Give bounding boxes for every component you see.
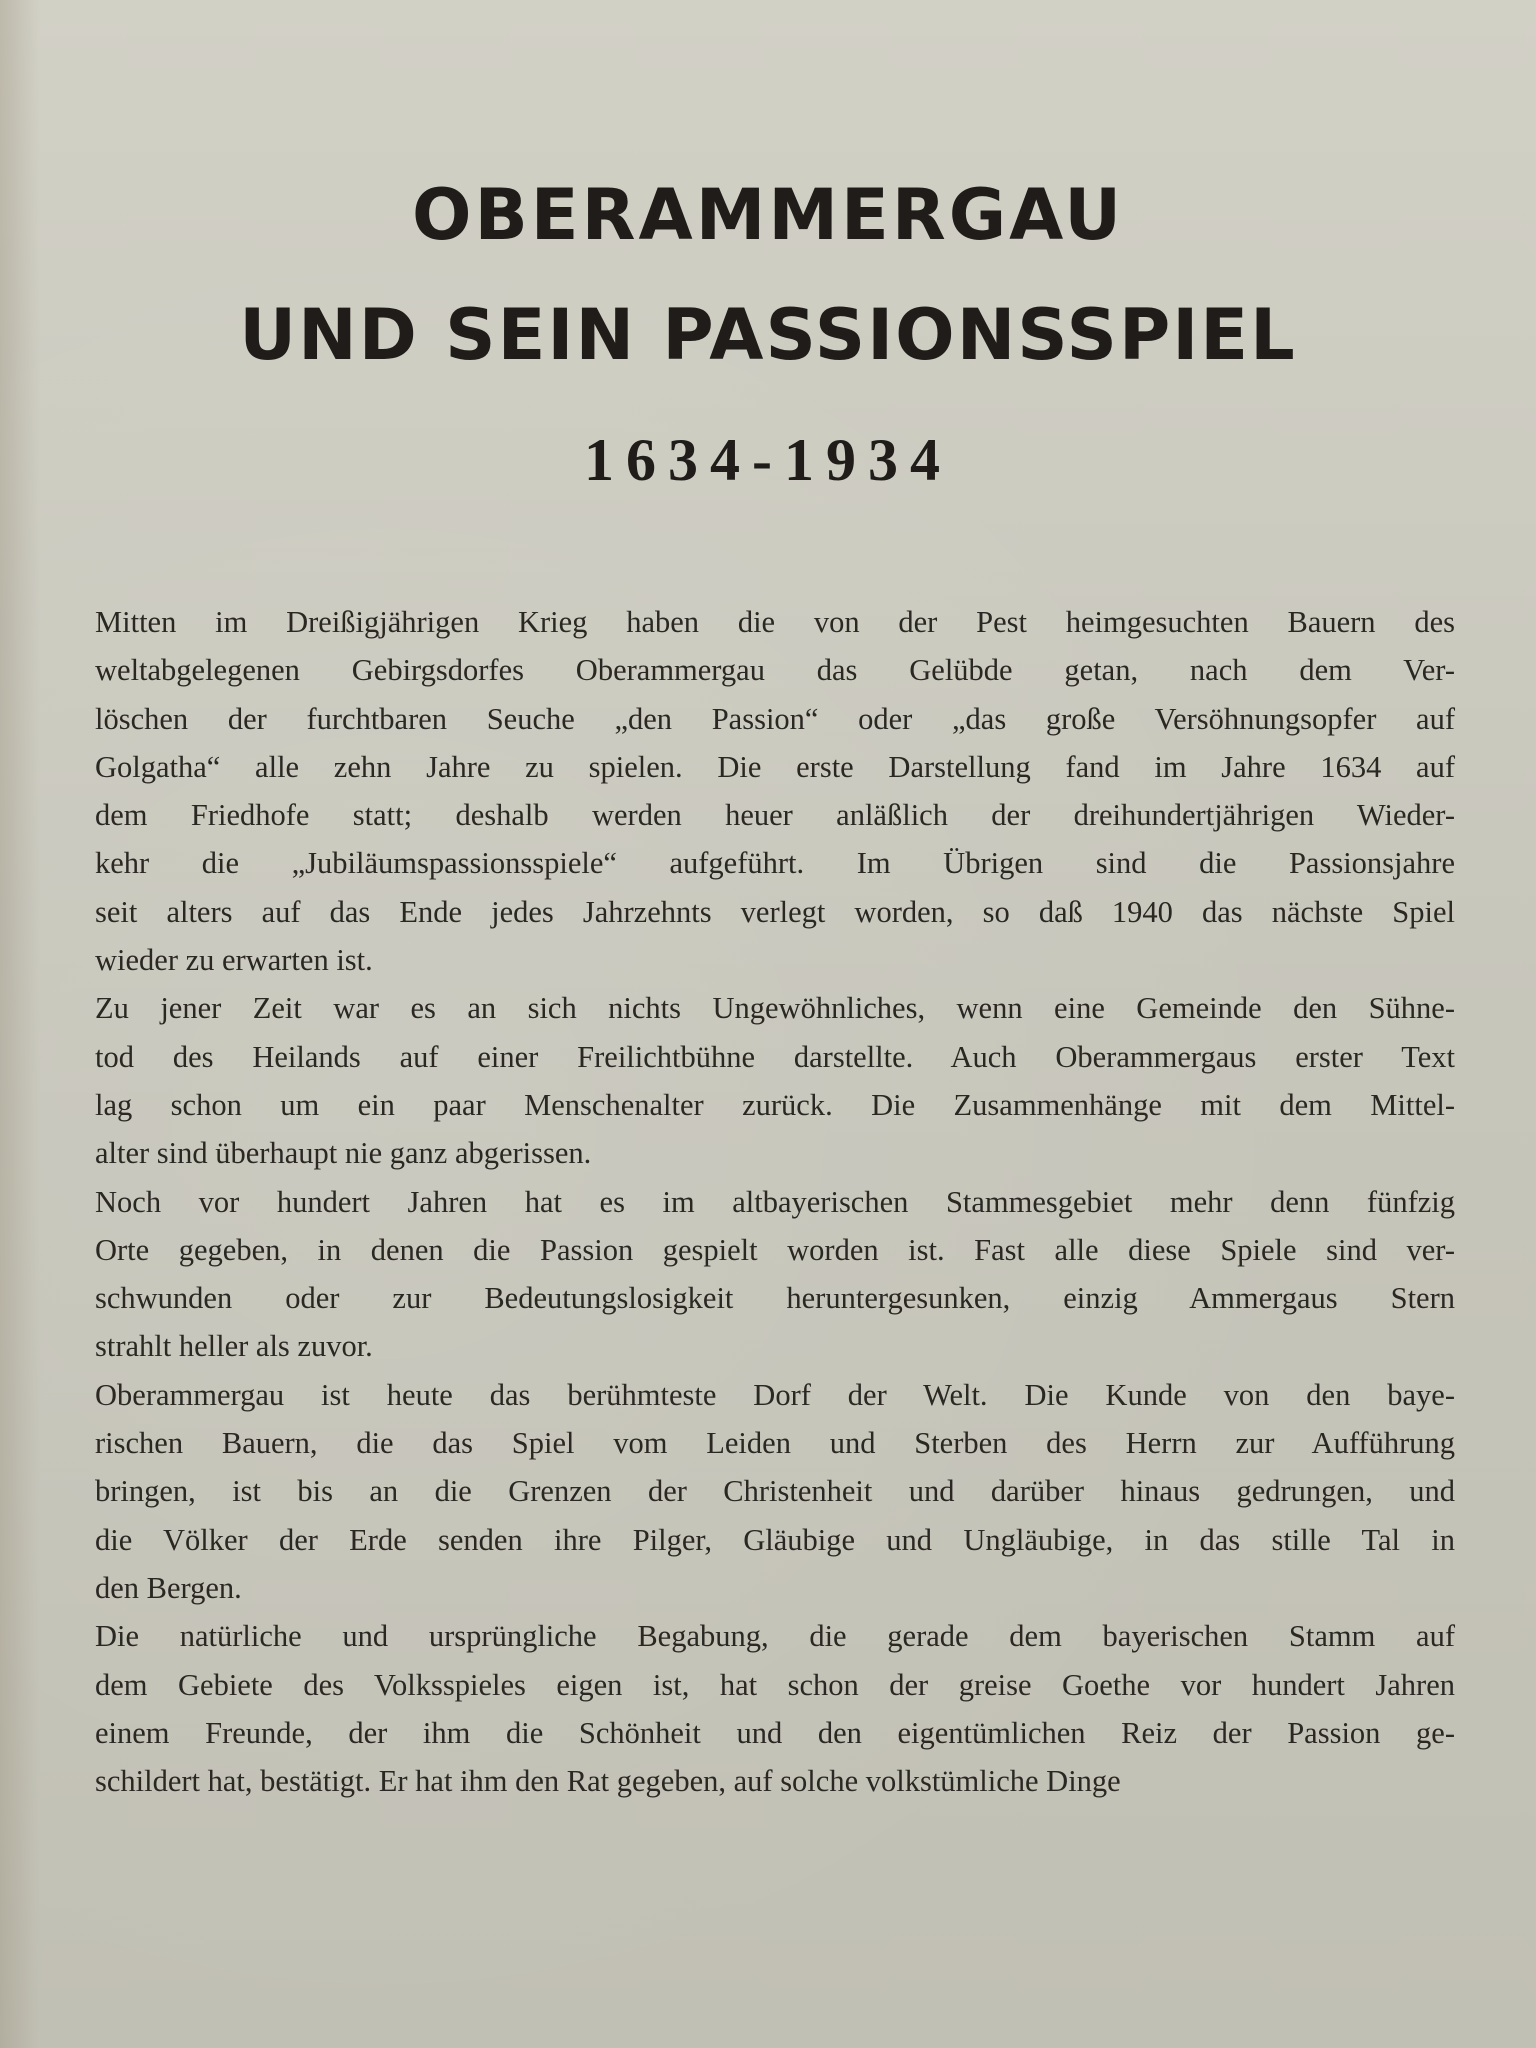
title-line-1: OBERAMMERGAU <box>411 174 1125 256</box>
text-line: Mitten im Dreißigjährigen Krieg haben die von der Pest heimgesuchten Bauern des <box>95 605 1455 639</box>
text-line: die Völker der Erde senden ihre Pilger, Gläubige und Ungläubige, in das stille Tal in <box>95 1522 1455 1557</box>
paragraph <box>95 598 1455 984</box>
text-line: schwunden oder zur Bedeutungslosigkeit heruntergesunken, einzig Ammergaus Stern <box>95 1281 1455 1316</box>
text-line: dem Friedhofe statt; deshalb werden heuer anläßlich der dreihundertjährigen Wieder- <box>95 798 1455 833</box>
text-line: Oberammergau ist heute das berühmteste Dorf der Welt. Die Kunde von den baye- <box>95 1377 1455 1412</box>
paragraph <box>95 1371 1455 1612</box>
text-line: den Bergen. <box>95 1570 242 1605</box>
text-line: tod des Heilands auf einer Freilichtbühne darstellte. Auch Oberammergaus erster Text <box>95 1039 1455 1074</box>
text-line: Golgatha“ alle zehn Jahre zu spielen. Die erste Darstellung fand im Jahre 1634 auf <box>95 749 1455 784</box>
text-line: seit alters auf das Ende jedes Jahrzehnts verlegt worden, so daß 1940 das nächste Spiel <box>95 894 1455 929</box>
page-title <box>0 165 1536 515</box>
text-line: kehr die „Jubiläumspassionsspiele“ aufgeführt. Im Übrigen sind die Passionsjahre <box>95 846 1455 881</box>
text-line: alter sind überhaupt nie ganz abgerissen. <box>95 1136 592 1171</box>
text-line: dem Gebiete des Volksspieles eigen ist, hat schon der greise Goethe vor hundert Jahren <box>95 1667 1455 1702</box>
body-text <box>95 598 1455 1805</box>
title-line-2: UND SEIN PASSIONSSPIEL <box>239 294 1297 376</box>
text-line: lag schon um ein paar Menschenalter zurück. Die Zusammenhänge mit dem Mittel- <box>95 1087 1455 1122</box>
title-years: 1634-1934 <box>584 427 952 493</box>
text-line: bringen, ist bis an die Grenzen der Christenheit und darüber hinaus gedrungen, und <box>95 1474 1455 1509</box>
text-line: Zu jener Zeit war es an sich nichts Ungewöhnliches, wenn eine Gemeinde den Sühne- <box>95 991 1455 1026</box>
paragraph <box>95 1612 1455 1805</box>
text-line: löschen der furchtbaren Seuche „den Passion“ oder „das große Versöhnungsopfer auf <box>95 701 1455 736</box>
text-line: Noch vor hundert Jahren hat es im altbayerischen Stammesgebiet mehr denn fünfzig <box>95 1184 1455 1219</box>
paragraph <box>95 1178 1455 1371</box>
text-line: schildert hat, bestätigt. Er hat ihm den Rat gegeben, auf solche volkstümliche Dinge <box>95 1764 1121 1799</box>
text-line: rischen Bauern, die das Spiel vom Leiden und Sterben des Herrn zur Aufführung <box>95 1426 1455 1461</box>
text-line: strahlt heller als zuvor. <box>95 1329 373 1364</box>
text-line: wieder zu erwarten ist. <box>95 943 373 978</box>
text-line: Die natürliche und ursprüngliche Begabung, die gerade dem bayerischen Stamm auf <box>95 1619 1455 1654</box>
paragraph <box>95 984 1455 1177</box>
text-line: weltabgelegenen Gebirgsdorfes Oberammergau das Gelübde getan, nach dem Ver- <box>95 653 1455 688</box>
text-line: Orte gegeben, in denen die Passion gespielt worden ist. Fast alle diese Spiele sind ver- <box>95 1232 1455 1267</box>
text-line: einem Freunde, der ihm die Schönheit und den eigentümlichen Reiz der Passion ge- <box>95 1715 1455 1750</box>
